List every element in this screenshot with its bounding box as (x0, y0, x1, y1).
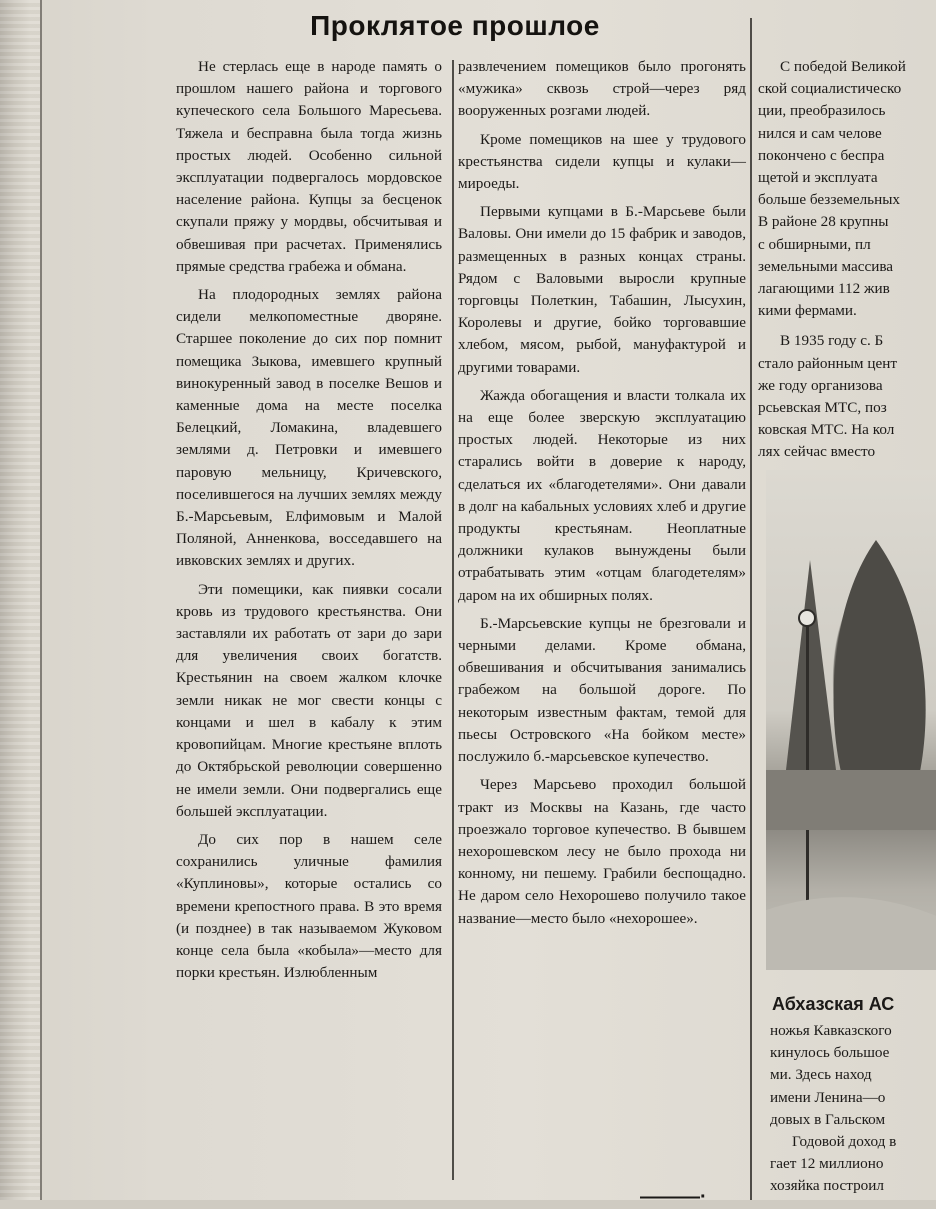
paragraph: Не стерлась еще в народе память о прошлом нашего района и торгового купеческого села Большого Маресьева. Тяжела и бесправна была тогда жизнь простых людей. Особенно сильной эксплуатации подвергалось мордовское население района. Купцы за бесценок скупали пряжу у мордвы, обсчитывая и обвешивая при расчетах. Применялись прямые средства грабежа и обмана. (176, 58, 442, 275)
text-line: Годовой доход в (792, 1133, 897, 1151)
text-line: С победой Великой (780, 58, 906, 75)
page-margin (0, 0, 40, 1200)
text-line: лях сейчас вместо (758, 443, 876, 461)
paragraph: На плодородных землях района сидели мелкопоместные дворяне. Старшее поколение до сих пор помнит помещика Зыкова, имевшего крупный винокуренный завод в поселке Вешов и каменные дома на месте поселка Белецкий, Ломакина, владевшего землями д. Петровки и имевшего паровую мельницу, Кричевского, поселившегося на лучших землях между Б.-Марсьевым, Елфимовым и Малой Поляной, Анненкова, восседавшего на ивковских землях и других. (176, 286, 442, 570)
text-line: имени Ленина—о (770, 1088, 886, 1106)
text-line: же году организова (758, 376, 883, 394)
text-line: больше безземельных (758, 191, 901, 209)
text-line: хозяйка построил (770, 1177, 884, 1195)
column-rule-2 (750, 18, 752, 1200)
foreground-path (766, 897, 936, 970)
text-line: с обширными, пл (758, 235, 871, 253)
photo-scene (766, 470, 936, 970)
column-rule-1 (452, 60, 454, 1180)
text-line: покончено с беспра (758, 146, 885, 164)
adjacent-article-bottom (770, 1020, 936, 1198)
adjacent-article-top (758, 56, 936, 464)
paragraph: Кроме помещиков на шее у трудового крестьянства сидели купцы и кулаки—мироеды. (458, 130, 746, 193)
paragraph-continued: развлечением помещиков было прогонять «мужика» сквозь строй—через ряд вооруженных розгами людей. (458, 58, 746, 120)
page-edge-rule (40, 0, 42, 1200)
text-line: щетой и эксплуата (758, 169, 878, 187)
paragraph: Первыми купцами в Б.-Марсьеве были Валовы. Они имели до 15 фабрик и заводов, размещенных в разных концах страны. Рядом с Валовыми выросли крупные торговцы Полеткин, Табашин, Лысухин, Королевы и другие, бойко торговавшие хлебом, мясом, рыбой, мануфактурой и другими товарами. (458, 203, 746, 376)
article-title: Проклятое прошлое (310, 10, 600, 41)
text-line: ской социалистическо (758, 80, 902, 98)
text-line: гает 12 миллионо (770, 1155, 884, 1173)
text-line: В 1935 году с. Б (780, 332, 884, 350)
text-line: В районе 28 крупны (758, 213, 889, 231)
paragraph: Жажда обогащения и власти толкала их на еще более зверскую эксплуатацию простых людей. Некоторые из них старались войти в доверие к народу, сделаться их «благодетелями». Они давали в долг на кабальных условиях хлеб и другие продукты крестьянам. Неоплатные должники кулаков вынуждены были отрабатывать этим «отцам благодетелям» даром на их обширных полях. (458, 386, 746, 604)
paragraph: До сих пор в нашем селе сохранились уличные фамилия «Куплиновы», которые остались со времени крепостного права. В это время (и позднее) в так называемом Жуковом конце села была «кобыла»—место для порки крестьян. Излюбленным (176, 830, 442, 982)
text-line: стало районным цент (758, 354, 897, 372)
cypress-tree-left (786, 560, 836, 770)
paragraph: Эти помещики, как пиявки сосали кровь из трудового крестьянства. Они заставляли их работать от зари до зари для увеличения своих богатств. Крестьянин на своем жалком клочке земли никак не мог свести концы с концами и шел в кабалу к этим кровопийцам. Многие крестьяне вплоть до Октябрьской революции совершенно не имели земли. Они подвергались еще большей эксплуатации. (176, 580, 442, 820)
text-line: ции, преобразилось (758, 102, 886, 120)
paragraph: Б.-Марсьевские купцы не брезговали и черными делами. Кроме обмана, обвешивания и обсчитывания занимались грабежом на большой дороге. По некоторым известным фактам, темой для пьесы Островского «На бойком месте» послужило б.-марсьевское купечество. (458, 614, 746, 766)
text-line: кими фермами. (758, 302, 857, 320)
article-column-1 (176, 56, 442, 990)
building-facade (766, 770, 936, 830)
text-line: довых в Гальском (770, 1110, 886, 1128)
cut-off-heading: ———· (640, 1186, 707, 1208)
photo-caption: Абхазская АС (772, 994, 895, 1014)
text-line: нился и сам челове (758, 124, 882, 142)
text-line: кинулось большое (770, 1044, 890, 1062)
text-line: ножья Кавказского (770, 1022, 892, 1039)
paragraph: Через Марсьево проходил большой тракт из Москвы на Казань, где часто проезжало торговое купечество. В бывшем нехорошевском лесу не было прохода ни конному, ни пешему. Грабили беспощадно. Не даром село Нехорошево получило такое название—место было «нехорошее». (458, 776, 746, 927)
cypress-tree-right (834, 540, 926, 790)
text-line: ми. Здесь наход (770, 1066, 872, 1084)
text-line: ковская МТС. На кол (758, 421, 895, 439)
article-column-2 (458, 56, 746, 936)
text-line: земельными массива (758, 257, 894, 275)
text-line: лагающими 112 жив (758, 280, 890, 298)
text-line: рсьевская МТС, поз (758, 399, 887, 417)
lamp-globe (799, 610, 815, 626)
news-photo (766, 470, 936, 970)
